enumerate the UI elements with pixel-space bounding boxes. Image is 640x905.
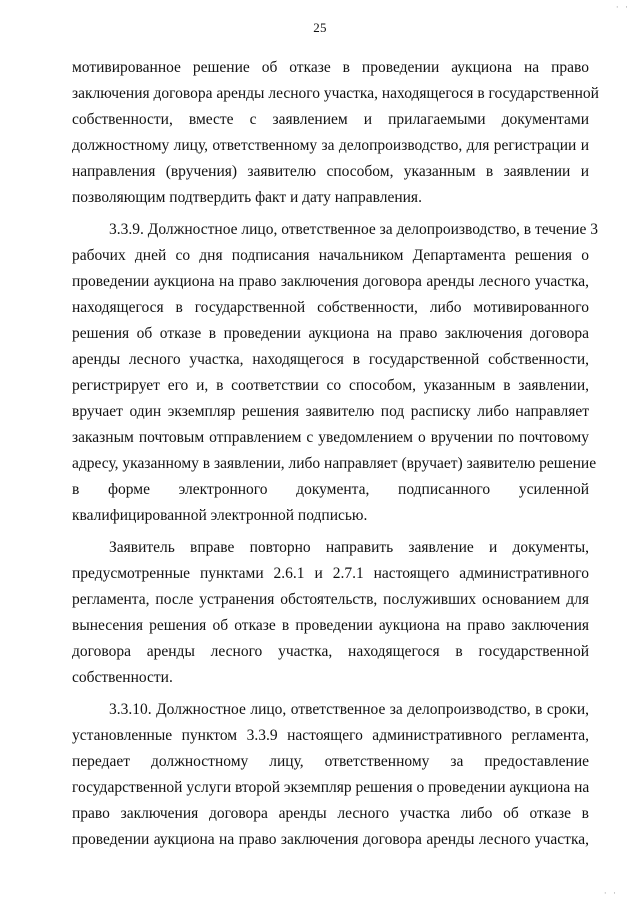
paragraph-1-line-5: направления (вручения) заявителю способом, указанным в заявлении и — [72, 163, 589, 180]
paragraph-1-line-4: должностному лицу, ответственному за делопроизводство, для регистрации и — [72, 137, 589, 154]
paragraph-1-line-6: позволяющим подтвердить факт и дату направления. — [72, 189, 422, 206]
paragraph-4-line-2: установленные пунктом 3.3.9 настоящего административного регламента, — [72, 727, 589, 744]
document-body — [72, 55, 599, 853]
paragraph-3-3-9 — [72, 217, 598, 529]
paragraph-3-line-1: Заявитель вправе повторно направить заявление и документы, — [109, 539, 589, 556]
paragraph-2-line-9: заказным почтовым отправлением с уведомлением о вручении по почтовому — [72, 429, 589, 446]
paragraph-3-line-3: регламента, после устранения обстоятельств, послуживших основанием для — [72, 591, 589, 608]
paragraph-1 — [72, 55, 599, 211]
paragraph-3-line-5: договора аренды лесного участка, находящегося в государственной — [72, 643, 589, 660]
paragraph-2-line-3: проведении аукциона на право заключения договора аренды лесного участка, — [72, 273, 589, 290]
paragraph-2-line-10: адресу, указанному в заявлении, либо направляет (вручает) заявителю решение — [72, 455, 597, 472]
paragraph-2-line-4: находящегося в государственной собственности, либо мотивированного — [72, 299, 589, 316]
paragraph-3-3-10 — [72, 697, 589, 853]
paragraph-1-line-3: собственности, вместе с заявлением и прилагаемыми документами — [72, 111, 589, 128]
paragraph-1-line-2: заключения договора аренды лесного участка, находящегося в государственной — [72, 85, 599, 102]
paragraph-1-line-1: мотивированное решение об отказе в проведении аукциона на право — [72, 59, 589, 76]
paragraph-3-line-4: вынесения решения об отказе в проведении аукциона на право заключения — [72, 617, 589, 634]
paragraph-2-line-1: 3.3.9. Должностное лицо, ответственное за делопроизводство, в течение 3 — [109, 221, 598, 238]
paragraph-3-line-6: собственности. — [72, 669, 173, 686]
paragraph-2-line-8: вручает один экземпляр решения заявителю под расписку либо направляет — [72, 403, 589, 420]
paragraph-2-line-7: регистрирует его и, в соответствии со способом, указанным в заявлении, — [72, 377, 589, 394]
paragraph-2-line-6: аренды лесного участка, находящегося в государственной собственности, — [72, 351, 589, 368]
paragraph-2-line-2: рабочих дней со дня подписания начальником Департамента решения о — [72, 247, 589, 264]
paragraph-4-line-1: 3.3.10. Должностное лицо, ответственное за делопроизводство, в сроки, — [109, 701, 589, 718]
paragraph-2-line-12: квалифицированной электронной подписью. — [72, 507, 368, 524]
paragraph-4-line-4: государственной услуги второй экземпляр решения о проведении аукциона на — [72, 779, 590, 796]
paragraph-3-line-2: предусмотренные пунктами 2.6.1 и 2.7.1 настоящего административного — [72, 565, 589, 582]
paragraph-4-line-3: передает должностному лицу, ответственному за предоставление — [72, 753, 589, 770]
paragraph-4-line-6: проведении аукциона на право заключения договора аренды лесного участка, — [72, 831, 589, 848]
top-right-scan-mark: · · — [615, 2, 630, 12]
page-number: 25 — [313, 20, 327, 35]
paragraph-2-line-11: в форме электронного документа, подписанного усиленной — [72, 481, 589, 498]
paragraph-reapply — [72, 535, 589, 691]
paragraph-2-line-5: решения об отказе в проведении аукциона на право заключения договора — [72, 325, 589, 342]
bottom-right-scan-mark: · · — [603, 888, 618, 898]
paragraph-4-line-5: право заключения договора аренды лесного участка либо об отказе в — [72, 805, 589, 822]
